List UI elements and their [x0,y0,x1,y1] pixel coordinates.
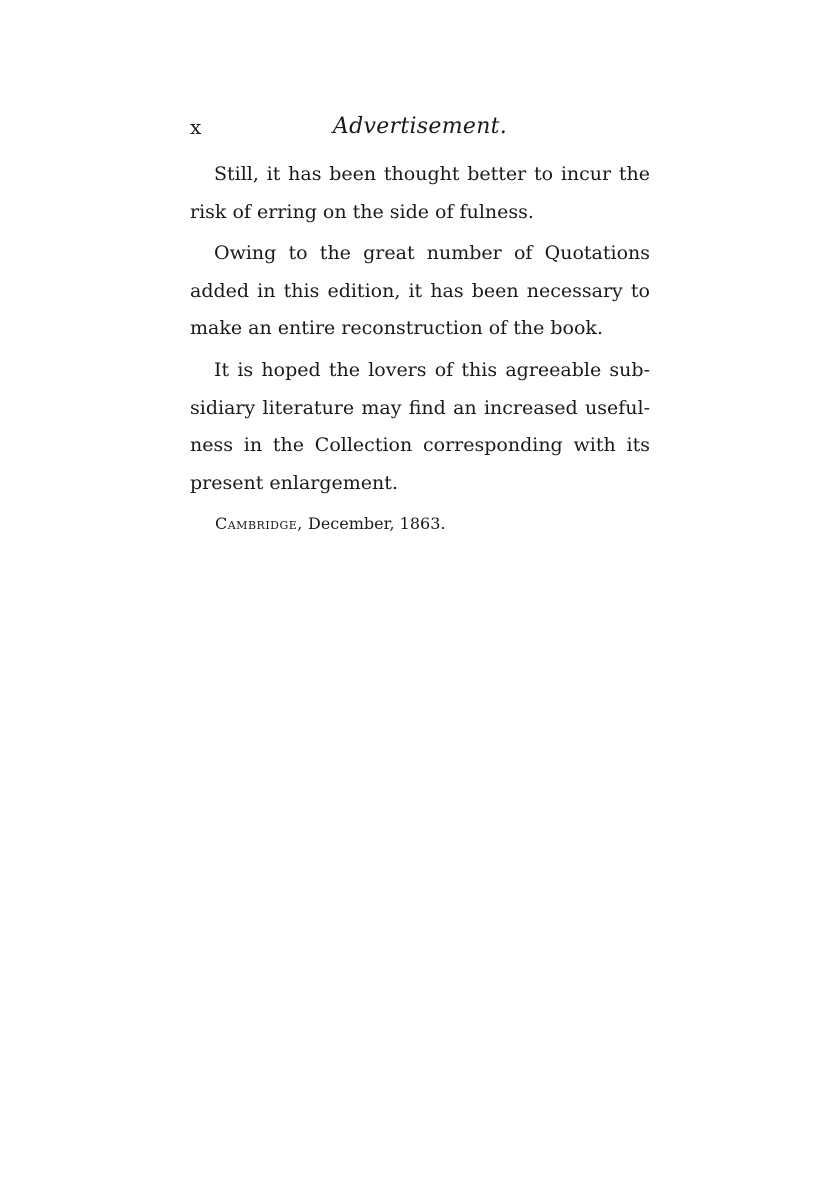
paragraph-3 [190,352,650,502]
body-text [190,156,650,506]
text-line: Owing to the great number of Quotations [214,242,650,265]
signature-line [215,512,445,536]
page-number: x [190,115,202,139]
signature-date: December, 1863. [307,514,446,533]
text-line: sidiary literature may find an increased useful- [190,396,650,419]
text-line: risk of erring on the side of fulness. [190,200,534,223]
text-line: ness in the Collection corresponding with its [190,434,650,457]
paragraph-2 [190,235,650,348]
text-line: make an entire reconstruction of the book. [190,317,603,340]
running-title: Advertisement. [332,114,508,139]
text-line: added in this edition, it has been necessary to [190,279,650,302]
paragraph-1 [190,156,650,231]
signature-place: Cambridge, [215,514,303,533]
text-line: It is hoped the lovers of this agreeable sub- [214,358,650,381]
text-line: Still, it has been thought better to incur the [214,163,650,185]
text-line: present enlargement. [190,471,398,494]
